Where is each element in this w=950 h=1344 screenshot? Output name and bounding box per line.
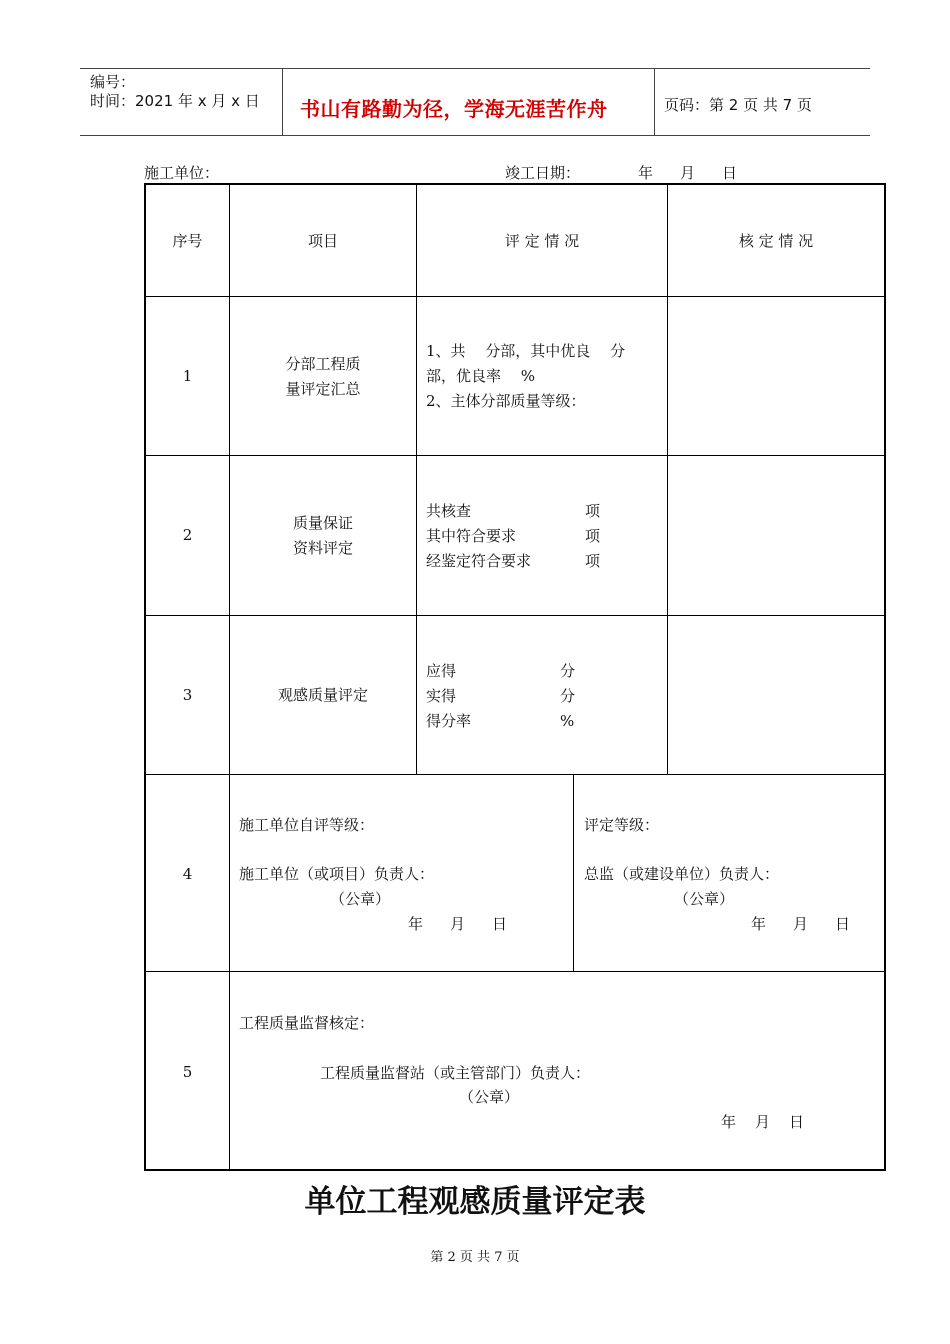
row2-unit-3: 项 — [585, 552, 601, 570]
header-top-rule — [80, 68, 870, 69]
row2-eval-appraised: 经鉴定符合要求 — [426, 552, 532, 570]
header-bottom-rule — [80, 135, 870, 136]
footer-mid: 页 共 — [459, 1250, 491, 1265]
rule-header — [146, 296, 884, 297]
footer-page: 2 — [447, 1250, 456, 1265]
station-month: 月 — [755, 1113, 771, 1131]
col-eval-divider — [667, 185, 668, 775]
header-seq: 序号 — [172, 232, 203, 250]
supervisor-month: 月 — [793, 915, 809, 933]
completion-month: 月 — [680, 164, 696, 182]
contractor-year: 年 — [408, 915, 424, 933]
col-seq-divider — [229, 185, 230, 1169]
row3-item: 观感质量评定 — [277, 686, 368, 704]
row1-item-line2: 量评定汇总 — [285, 380, 361, 398]
footer-total: 7 — [494, 1250, 503, 1265]
row3-seq: 3 — [182, 686, 193, 704]
header-verification: 核 定 情 况 — [738, 232, 814, 250]
col-item-divider — [416, 185, 417, 775]
contractor-person-label: 施工单位（或项目）负责人： — [239, 865, 435, 883]
station-day: 日 — [789, 1113, 805, 1131]
row2-unit-2: 项 — [585, 527, 601, 545]
assessed-grade-label: 评定等级： — [584, 816, 660, 834]
header-divider-right — [654, 68, 655, 135]
supervision-label: 工程质量监督核定： — [239, 1014, 375, 1032]
row3-unit-2: 分 — [560, 687, 576, 705]
row1-seq: 1 — [182, 367, 193, 385]
row1-eval-line1: 1、共 分部，其中优良 分 — [426, 342, 626, 360]
construction-unit-label: 施工单位： — [144, 164, 220, 182]
footer-suffix: 页 — [506, 1250, 520, 1265]
row1-eval-line2: 部，优良率 % — [426, 367, 536, 385]
row2-eval-conforming: 其中符合要求 — [426, 527, 517, 545]
contractor-seal: （公章） — [330, 890, 391, 908]
header-item: 项目 — [307, 232, 338, 250]
row2-seq: 2 — [182, 526, 193, 544]
row2-item-line2: 资料评定 — [292, 539, 353, 557]
completion-year: 年 — [638, 164, 654, 182]
self-grade-label: 施工单位自评等级： — [239, 816, 375, 834]
contractor-month: 月 — [450, 915, 466, 933]
rule-row1 — [146, 455, 884, 456]
supervisor-person-label: 总监（或建设单位）负责人： — [584, 865, 780, 883]
row2-item-line1: 质量保证 — [292, 514, 353, 532]
page-code: 页码：第 2 页 共 7 页 — [664, 96, 812, 114]
row1-eval-line3: 2、主体分部质量等级： — [426, 392, 586, 410]
row3-unit-3: % — [560, 712, 575, 730]
contractor-day: 日 — [492, 915, 508, 933]
row3-unit-1: 分 — [560, 662, 576, 680]
rule-row4 — [230, 971, 884, 972]
rule-row4-seq — [146, 971, 230, 972]
row3-eval-due: 应得 — [426, 662, 457, 680]
doc-number-label: 编号： — [90, 73, 136, 91]
row1-item-line1: 分部工程质 — [285, 355, 361, 373]
station-seal: （公章） — [459, 1088, 520, 1106]
station-person-label: 工程质量监督站（或主管部门）负责人： — [320, 1064, 591, 1082]
rule-row3 — [146, 774, 884, 775]
completion-day: 日 — [722, 164, 738, 182]
supervisor-year: 年 — [751, 915, 767, 933]
row3-eval-rate: 得分率 — [426, 712, 472, 730]
supervisor-seal: （公章） — [674, 890, 735, 908]
row5-seq: 5 — [182, 1063, 193, 1081]
row4-seq: 4 — [182, 865, 193, 883]
footer-prefix: 第 — [430, 1250, 444, 1265]
evaluation-table — [144, 183, 886, 1171]
row3-eval-actual: 实得 — [426, 687, 457, 705]
doc-date-label: 时间：2021 年 x 月 x 日 — [90, 92, 260, 110]
station-year: 年 — [721, 1113, 737, 1131]
completion-date-label: 竣工日期： — [505, 164, 581, 182]
row2-eval-checked: 共核查 — [426, 502, 472, 520]
supervisor-day: 日 — [835, 915, 851, 933]
row4-divider — [573, 775, 574, 972]
motto: 书山有路勤为径，学海无涯苦作舟 — [300, 97, 608, 121]
row2-unit-1: 项 — [585, 502, 601, 520]
header-evaluation: 评 定 情 况 — [504, 232, 580, 250]
page-footer — [0, 1246, 950, 1265]
rule-row2 — [146, 615, 884, 616]
header-divider-left — [282, 68, 283, 135]
document-title: 单位工程观感质量评定表 — [304, 1184, 646, 1220]
